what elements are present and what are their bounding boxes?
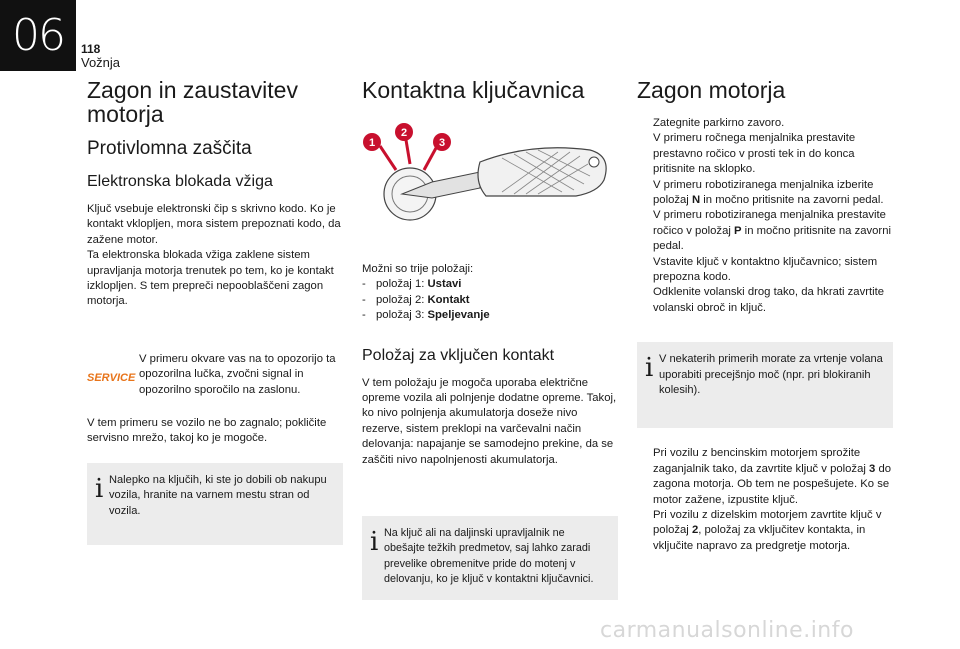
info-box-text: Na ključ ali na daljinski upravljalnik ne obešajte težkih predmetov, saj lahko zaradi prevelike obremenitve pride do motenj v delovanju, ko je ključ v kontaktni ključavnici. [384,527,594,586]
list-item: V primeru robotiziranega menjalnika izberite položaj N in močno pritisnite na zavorni pedal. [653,178,884,207]
contact-position-text: V tem položaju je mogoča uporaba električne opreme vozila ali polnjenje dodatne opreme. Takoj, ko nivo polnjenja akumulatorja doseže nivo rezerve, sistem preklopi na varčevalni način delovanja: napajanje se samodejno prekine, da se zaščiti nivo napolnjenosti akumulatorja. [362,376,617,466]
info-box-steering [637,342,893,428]
immobiliser-text-1: Ključ vsebuje elektronski čip s skrivno kodo. Ko je kontakt vklopljen, mora sistem prepoznati kodo, da zažene motor. [87,203,341,246]
chapter-tab: 06 [0,0,76,71]
watermark: carmanualsonline.info [600,618,854,643]
figure-label-2: 2 [400,127,408,139]
list-item: V primeru ročnega menjalnika prestavite prestavno ročico v prosti tek in do konca pritisnite na sklopko. [653,132,856,176]
info-box-text: V nekaterih primerih morate za vrtenje volana uporabiti precejšnjo moč (npr. pri blokiranih kolesih). [659,353,883,397]
section-name: Vožnja [81,55,121,70]
positions-list [362,277,618,323]
list-item: V primeru robotiziranega menjalnika prestavite ročico v položaj P in močno pritisnite na zavorni pedal. [653,209,891,253]
ignition-key-illustration [362,112,618,242]
column-starting-engine [637,76,893,554]
figure-label-3: 3 [438,137,446,149]
start-steps-list [637,116,893,316]
list-item: Vstavite ključ v kontaktno ključavnico; sistem prepozna kodo. [653,255,878,284]
service-warning-icon: SERVICE [87,371,136,384]
service-warning [87,352,343,398]
service-warning-text: V primeru okvare vas na to opozorijo ta opozorilna lučka, zvočni signal in opozorilno sporočilo na zaslonu. [139,352,336,396]
info-box-heavy-objects [362,516,618,600]
list-item: Zategnite parkirno zavoro. [653,117,785,129]
list-item: Pri vozilu z dizelskim motorjem zavrtite ključ v položaj 2, položaj za vključitev kontakta, in vključite napravo za predgretje motorja. [653,508,882,552]
engine-type-list [637,446,893,554]
info-box-key-label [87,463,343,545]
list-item: - položaj 1: Ustavi [362,277,618,292]
heading-contact-position: Položaj za vključen kontakt [362,346,555,364]
heading-starting-engine: Zagon motorja [637,77,786,103]
list-item: - položaj 3: Speljevanje [362,308,618,323]
heading-ignition-switch: Kontaktna ključavnica [362,77,585,103]
list-item: Pri vozilu z bencinskim motorjem sprožite zaganjalnik tako, da zavrtite ključ v položaj 3 do zagona motorja. Ob tem ne pospešujete. Ko se motor zažene, izpustite ključ. [653,447,892,506]
service-call-text: V tem primeru se vozilo ne bo zagnalo; pokličite servisno mrežo, takoj ko je mogoče. [87,417,327,445]
positions-intro: Možni so trije položaji: [362,263,474,275]
column-engine-start-stop [87,76,343,545]
column-ignition-switch [362,76,618,600]
info-icon: i [95,473,104,504]
immobiliser-text-2: Ta elektronska blokada vžiga zaklene sistem upravljanja motorja trenutek po tem, ko je kontakt izklopljen. S tem prepreči nepooblaščeni zagon motorja. [87,249,334,308]
info-box-text: Nalepko na ključih, ki ste jo dobili ob nakupu vozila, hranite na varnem mestu stran od vozila. [109,473,327,517]
heading-anti-theft: Protivlomna zaščita [87,138,252,159]
figure-label-1: 1 [368,137,376,149]
heading-immobiliser: Elektronska blokada vžiga [87,173,273,190]
page-number: 118 [81,42,101,56]
page-title: Zagon in zaustavitev motorja [87,77,298,127]
list-item: - položaj 2: Kontakt [362,293,618,308]
list-item: Odklenite volanski drog tako, da hkrati zavrtite volanski obroč in ključ. [653,286,885,314]
info-icon: i [370,527,379,558]
info-icon: i [645,353,654,384]
